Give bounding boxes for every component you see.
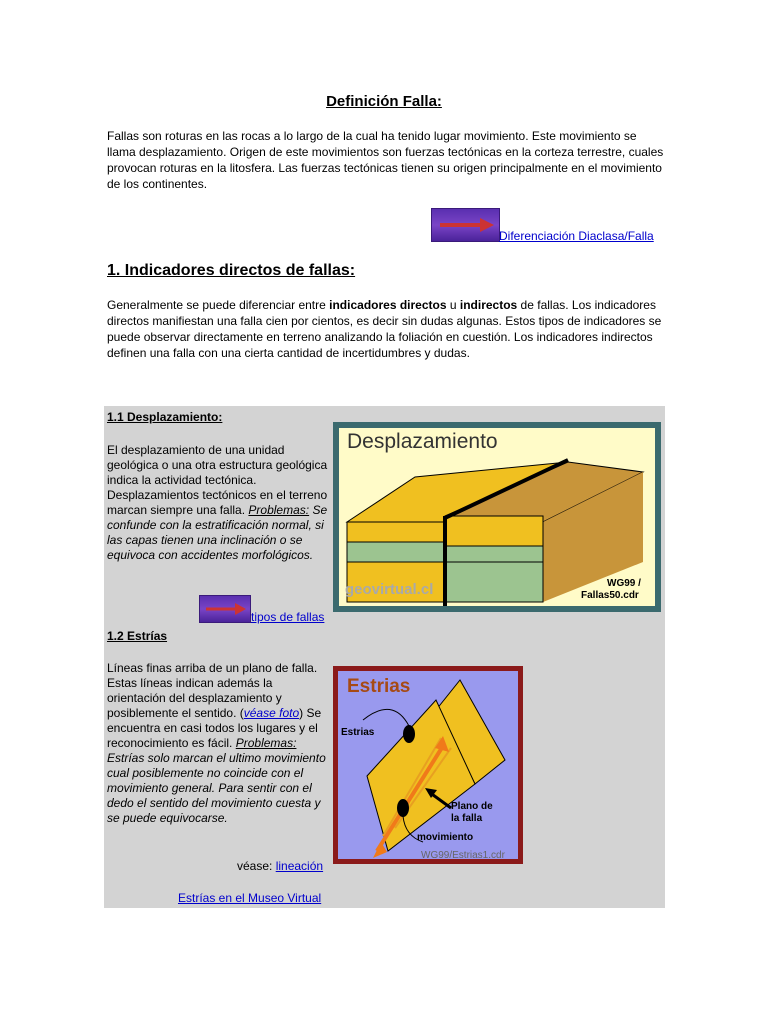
para2-text-2: u — [446, 298, 460, 312]
sec2-heading: 1.2 Estrías — [107, 629, 168, 643]
page-title: Definición Falla: — [326, 93, 442, 110]
sec2-text-b: ) Se encuentra en casi todos los lugares y el reconocimiento es fácil. — [107, 706, 322, 750]
para2-text-3: de fallas. Los indicadores directos manifiestan una falla cien por cientos, es decir sin dudas algunas. Estos tipos de indicadores se puede observar directamente en terreno analizando la foliación en cuestión. Los indicadores indirectos definen una falla con una cierta cantidad de incertidumbres y dudas. — [107, 298, 662, 360]
link-lineacion[interactable]: lineación — [275, 859, 324, 873]
sec1-text: El desplazamiento de una unidad geológica o una otra estructura geológica indica la actividad tectónica. Desplazamientos tectónicos en el terreno marcan siempre una falla. — [107, 443, 328, 517]
estrias-credit: WG99/Estrias1.cdr — [421, 850, 505, 861]
arrow-right-icon — [432, 209, 499, 241]
sec2-body — [107, 661, 329, 826]
estrias-title: Estrias — [347, 676, 411, 697]
sec2-problemas-label: Problemas: — [235, 736, 297, 750]
desplazamiento-credit-2: Fallas50.cdr — [581, 590, 639, 601]
sec1-problemas-text: Se confunde con la estratificación normal, si las capas tienen una inclinación o se equivoca con accidentes morfológicos. — [107, 503, 328, 562]
para2-bold-directos: indicadores directos — [329, 298, 447, 312]
estrias-label-plano-2: la falla — [451, 813, 483, 824]
estrias-label-plano-1: Plano de — [451, 801, 493, 812]
image-estrias — [333, 666, 523, 864]
desplazamiento-title: Desplazamiento — [347, 430, 498, 453]
link-tipos-fallas[interactable]: tipos de fallas — [251, 610, 325, 624]
sec1-heading: 1.1 Desplazamiento: — [107, 410, 223, 424]
para2-text-1: Generalmente se puede diferenciar entre — [107, 298, 330, 312]
link-vease-foto[interactable]: véase foto — [243, 706, 300, 720]
link-diaclasa-falla[interactable]: Diferenciación Diaclasa/Falla — [499, 229, 654, 243]
vease-label: véase: — [237, 859, 276, 873]
section-heading-indicadores: 1. Indicadores directos de fallas: — [107, 262, 356, 279]
sec2-text-a: Líneas finas arriba de un plano de falla. Estas líneas indican además la orientación del desplazamiento y posiblemente el sentido. ( — [107, 661, 318, 720]
vease-line — [237, 859, 323, 874]
sec2-problemas-text: Estrías solo marcan el ultimo movimiento cual posiblemente no coincide con el movimiento general. Para sentir con el dedo el sentido del movimiento cuesta y se puede equivocarse. — [107, 751, 326, 825]
paragraph-indicadores — [107, 297, 667, 361]
estrias-label-estrias: Estrias — [341, 727, 375, 738]
arrow-right-icon — [200, 596, 250, 622]
estrias-label-movimiento: movimiento — [417, 832, 474, 843]
desplazamiento-watermark: geovirtual.cl — [345, 581, 434, 598]
image-desplazamiento — [333, 422, 661, 612]
arrow-button-diaclasa[interactable] — [431, 208, 500, 242]
para2-bold-indirectos: indirectos — [459, 298, 518, 312]
arrow-button-tipos[interactable] — [199, 595, 251, 623]
intro-paragraph: Fallas son roturas en las rocas a lo largo de la cual ha tenido lugar movimiento. Este movimiento se llama desplazamiento. Origen de este movimientos son fuerzas tectónicas en la corteza terrestre, cuales provocan roturas en la litosfera. Las fuerzas tectónicas tienen su origen principalmente en el movimiento de los continentes. — [107, 129, 664, 191]
sec1-problemas-label: Problemas: — [248, 503, 310, 517]
sec1-body — [107, 443, 329, 563]
desplazamiento-credit-1: WG99 / — [607, 578, 641, 589]
link-museo-virtual[interactable]: Estrías en el Museo Virtual — [178, 891, 322, 905]
